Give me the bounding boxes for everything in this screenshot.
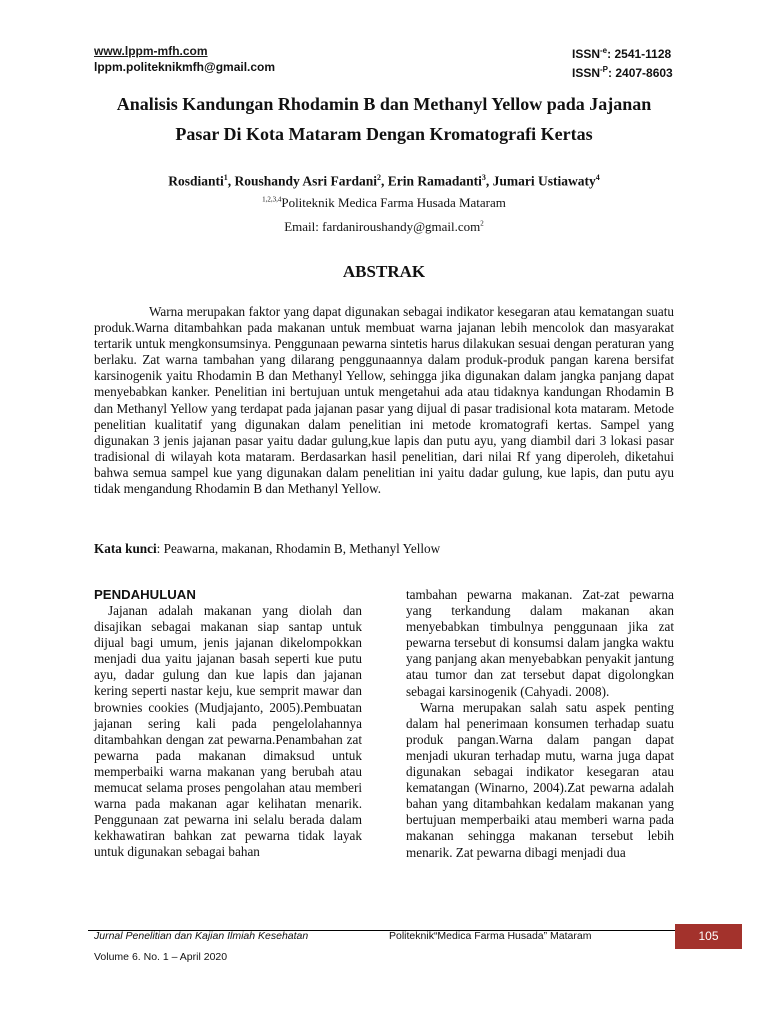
header-left <box>94 43 275 75</box>
header-email: lppm.politeknikmfh@gmail.com <box>94 60 276 74</box>
abstract-heading: ABSTRAK <box>342 262 426 281</box>
right-column <box>406 587 674 861</box>
title-line-2: Pasar Di Kota Mataram Dengan Kromatografi Kertas <box>175 124 593 144</box>
paper-title <box>94 89 674 149</box>
footer-journal: Jurnal Penelitian dan Kajian Ilmiah Kesehatan <box>94 930 309 942</box>
right-column-paragraph-1: tambahan pewarna makanan. Zat-zat pewarna yang terkandung dalam makanan akan menyebabkan timbulnya penggunaan jika zat pewarna tersebut di konsumsi dalam jangka waktu yang panjang akan menyebabkan penyakit jantung atau tumor dan zat tersebut dapat digolongkan sebagai karsinogenik (Cahyadi. 2008). <box>406 587 674 699</box>
page-number-badge: 105 <box>675 924 742 949</box>
keywords: Kata kunci: Peawarna, makanan, Rhodamin B, Methanyl Yellow <box>94 541 441 556</box>
contact-email: Email: fardaniroushandy@gmail.com$^2$ <box>284 219 484 234</box>
issn-print: $ISSN^{-P}$: 2407-8603 <box>572 65 673 80</box>
title-line-1: Analisis Kandungan Rhodamin B dan Methanyl Yellow pada Jajanan <box>116 94 652 114</box>
left-column-paragraph: Jajanan adalah makanan yang diolah dan disajikan sebagai makanan siap santap untuk dijual bagi umum, jenis jajanan dikelompokkan menjadi dua yaitu jajanan basah seperti kue putu ayu, dadar gulung dan kue lapis dan jajanan kering seperti nastar keju, kue semprit mawar dan brownies cookies (Mudjajanto, 2005).Pembuatan jajanan sering kali pada pengelolahannya ditambahkan dengan zat pewarna.Penambahan zat pewarna pada makanan dimaksud untuk memperbaiki warna makanan yang berubah atau memucat selama proses pengolahan atau memberi warna pada makanan agar kelihatan menarik. Penggunaan zat pewarna ini selalu berada dalam kekhawatiran bahkan zat pewarna tidak layak untuk digunakan sebagai bahan <box>94 603 362 860</box>
footer-institution: Politeknik“Medica Farma Husada” Mataram <box>389 930 592 942</box>
section-heading: PENDAHULUAN <box>94 587 196 602</box>
left-column <box>94 587 362 861</box>
abstract-text: Warna merupakan faktor yang dapat digunakan sebagai indikator kesegaran atau kematangan suatu produk.Warna ditambahkan pada makanan untuk membuat warna jajanan lebih mencolok dan masyarakat tertarik untuk mengkonsumsinya. Penggunaan pewarna sintetis harus dilakukan sesuai dengan peraturan yang berlaku. Zat warna tambahan yang dilarang penggunaannya dalam produk-produk pangan karena bersifat karsinogenik yaitu Rhodamin B dan Methanyl Yellow, sehingga jika digunakan dalam jangka panjang dapat menyebabkan kanker. Penelitian ini bertujuan untuk mengetahui ada atau tidaknya kandungan Rhodamin B dan Methanyl Yellow yang terdapat pada jajanan pasar yang dijual di pasar tradisional kota mataram. Metode penelitian kualitatif yang digunakan dalam penelitian ini metode kromatografi kertas. Sampel yang digunakan 3 jenis jajanan pasar yaitu dadar gulung,kue lapis dan putu ayu, yang diambil dari 3 lokasi pasar tradisional di wilayah kota mataram. Berdasarkan hasil penelitian, dari nilai Rf yang diperoleh, diketahui bahwa semua sampel kue yang digunakan dalam penelitian ini yaitu dadar gulung, kue lapis, dan putu ayu tidak mengandung Rhodamin B dan Methanyl Yellow. <box>94 304 674 497</box>
issn-electronic: $ISSN^{-e}$: 2541-1128 <box>572 46 672 61</box>
affiliation: $^{1,2,3,4}$Politeknik Medica Farma Husada Mataram <box>262 195 506 210</box>
website-link[interactable]: www.lppm-mfh.com <box>94 44 208 58</box>
author-list: Rosdianti$^1$, Roushandy Asri Fardani$^2$, Erin Ramadanti$^3$, Jumari Ustiawaty$^4$ <box>168 173 600 189</box>
header-right <box>572 43 673 81</box>
footer-volume: Volume 6. No. 1 – April 2020 <box>94 951 228 963</box>
right-column-paragraph-2: Warna merupakan salah satu aspek penting dalam hal penerimaan konsumen terhadap suatu produk pangan.Warna dalam pangan dapat menjadi ukuran terhadap mutu, warna juga dapat digunakan sebagai indikator kesegaran atau kematangan (Winarno, 2004).Zat pewarna adalah bahan yang ditambahkan kedalam makanan yang bertujuan memperbaiki atau memberi warna pada makanan sehingga makanan tersebut lebih menarik. Zat pewarna dibagi menjadi dua <box>406 699 674 860</box>
